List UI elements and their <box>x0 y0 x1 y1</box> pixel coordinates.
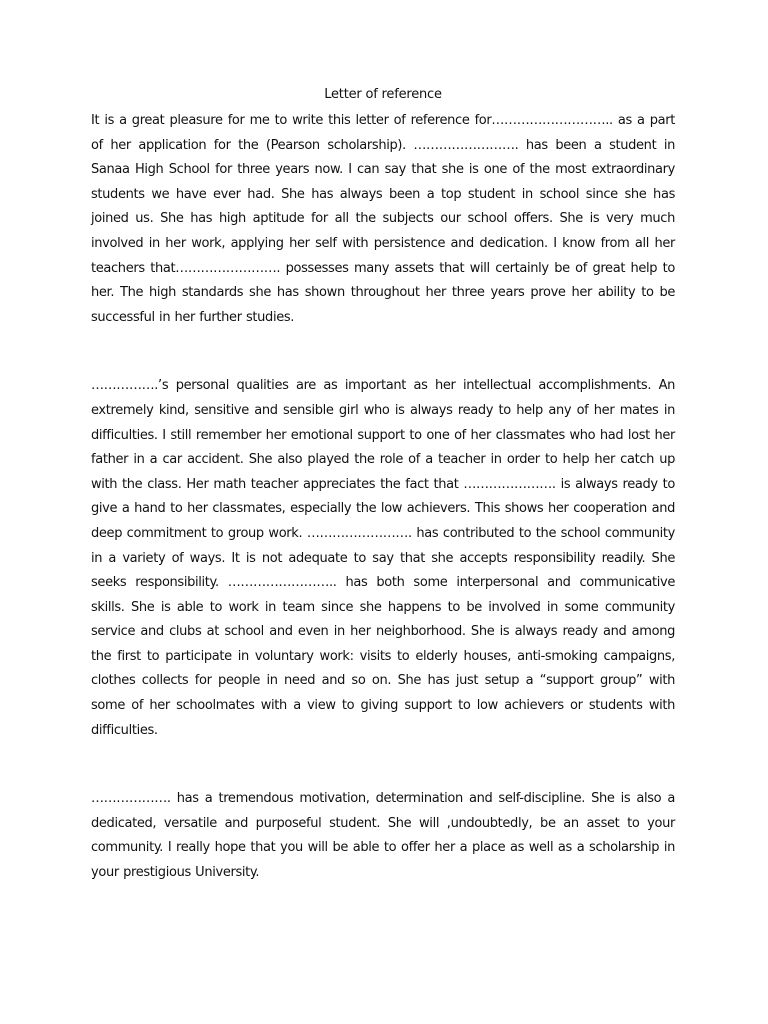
paragraph-introduction: It is a great pleasure for me to write this letter of reference for……………………….. as a part of her application for the (Pearson scholarship). ……………………. has been a student in Sanaa High School for three years now. I can say that she is one of the most extraordinary students we have ever had. She has always been a top student in school since she has joined us. She has high aptitude for all the subjects our school offers. She is very much involved in her work, applying her self with persistence and dedication. I know from all her teachers that……………………. possesses many assets that will certainly be of great help to her. The high standards she has shown throughout her three years prove her ability to be successful in her further studies. <box>91 113 675 325</box>
paragraph-conclusion: ………………. has a tremendous motivation, determination and self-discipline. She is also a dedicated, versatile and purposeful student. She will ,undoubtedly, be an asset to your community. I really hope that you will be able to offer her a place as well as a scholarship in your prestigious University. <box>91 791 675 881</box>
letter-title: Letter of reference <box>324 87 442 102</box>
paragraph-spacer <box>91 330 675 374</box>
paragraph-personal-qualities: …………….’s personal qualities are as important as her intellectual accomplishments. An extremely kind, sensitive and sensible girl who is always ready to help any of her mates in difficulties. I still remember her emotional support to one of her classmates who had lost her father in a car accident. She also played the role of a teacher in order to help her catch up with the class. Her math teacher appreciates the fact that …………………. is always ready to give a hand to her classmates, especially the low achievers. This shows her cooperation and deep commitment to group work. ……………………. has contributed to the school community in a variety of ways. It is not adequate to say that she accepts responsibility readily. She seeks responsibility. …………………….. has both some interpersonal and communicative skills. She is able to work in team since she happens to be involved in some community service and clubs at school and even in her neighborhood. She is always ready and among the first to participate in voluntary work: visits to elderly houses, anti-smoking campaigns, clothes collects for people in need and so on. She has just setup a “support group” with some of her schoolmates with a view to giving support to low achievers or students with difficulties. <box>91 378 675 738</box>
paragraph-spacer <box>91 743 675 787</box>
letter-body <box>91 85 675 886</box>
